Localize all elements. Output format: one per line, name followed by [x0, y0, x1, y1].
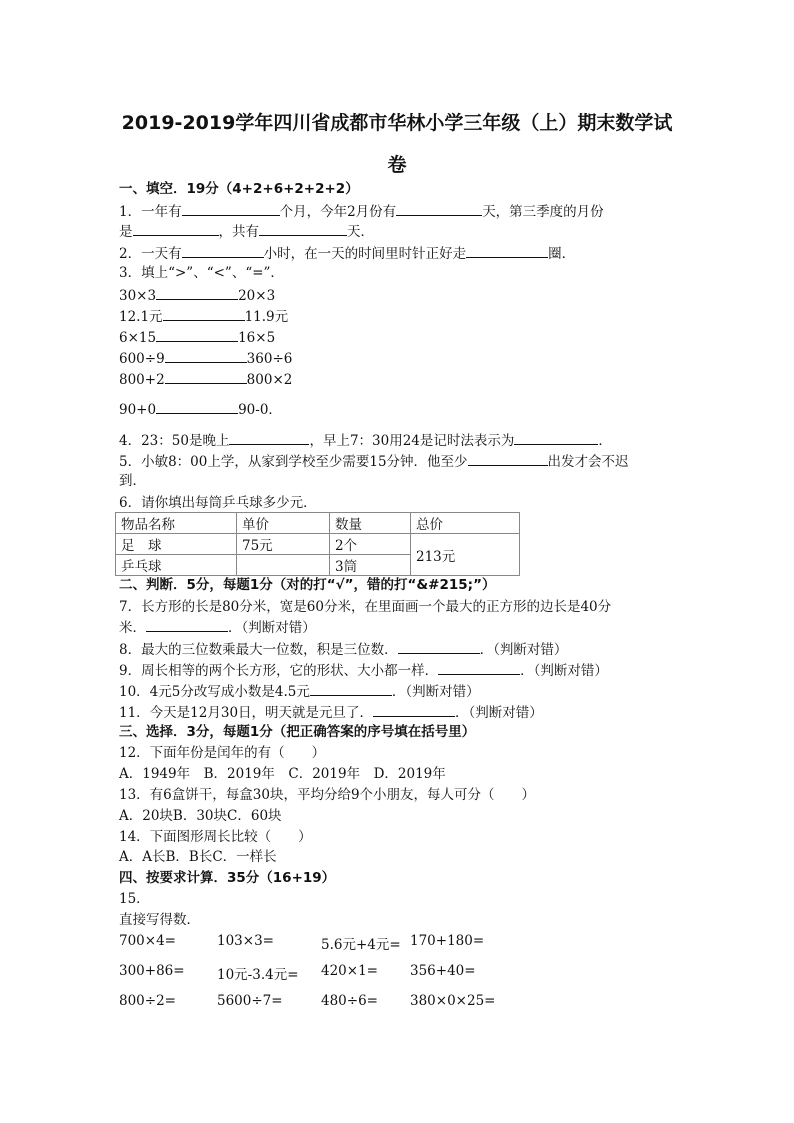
section-heading-choice: 三、选择．3分，每题1分（把正确答案的序号填在括号里） [119, 724, 476, 740]
table-cell: 乒乓球 [116, 555, 237, 576]
table-cell-total: 213元 [411, 534, 520, 576]
mental-math-item: 5600÷7= [217, 993, 283, 1009]
question-1-line-2: 是 ，共有 天． [119, 224, 374, 240]
question-6: 6．请你填出每筒乒乓球多少元． [119, 495, 317, 511]
answer-blank[interactable] [163, 307, 245, 321]
answer-blank[interactable] [156, 286, 238, 300]
mental-math-item: 5.6元+4元= [321, 937, 401, 953]
question-12-options: A．1949年 B．2019年 C．2019年 D．2019年 [119, 766, 446, 782]
mental-math-item: 700×4= [119, 933, 176, 949]
answer-blank[interactable] [165, 349, 247, 363]
compare-row: 30×3 20×3 [119, 288, 276, 304]
mental-math-item: 103×3= [217, 933, 274, 949]
compare-row: 600÷9 360÷6 [119, 351, 293, 367]
question-14-options: A．A长B．B长C．一样长 [119, 849, 277, 865]
mental-math-item: 300+86= [119, 963, 185, 979]
table-cell: 3筒 [330, 555, 411, 576]
answer-blank[interactable] [514, 431, 598, 445]
answer-blank[interactable] [156, 400, 238, 414]
table-header: 单价 [237, 513, 330, 534]
compare-row: 12.1元 11.9元 [119, 309, 289, 325]
answer-blank[interactable] [396, 202, 482, 216]
mental-math-intro: 直接写得数． [119, 912, 200, 928]
table-cell: 2个 [330, 534, 411, 555]
question-8: 8．最大的三位数乘最大一位数，积是三位数． ．（判断对错） [119, 642, 568, 658]
answer-blank[interactable] [466, 244, 548, 258]
answer-blank[interactable] [259, 222, 347, 236]
section-heading-fill-in: 一、填空．19分（4+2+6+2+2+2） [119, 181, 359, 197]
mental-math-item: 170+180= [410, 933, 485, 949]
price-table [115, 512, 520, 576]
question-1-line-1: 1．一年有 个月，今年2月份有 天，第三季度的月份 [119, 204, 604, 220]
question-4: 4．23：50是晚上 ，早上7：30用24是记时法表示为 ． [119, 433, 612, 449]
question-12: 12．下面年份是闰年的有（ ） [119, 745, 326, 761]
mental-math-item: 380×0×25= [410, 993, 496, 1009]
table-header: 物品名称 [116, 513, 237, 534]
answer-blank[interactable] [438, 661, 520, 675]
compare-row: 6×15 16×5 [119, 330, 276, 346]
answer-blank[interactable] [229, 431, 309, 445]
section-heading-true-false: 二、判断．5分，每题1分（对的打“√”，错的打“&#215;”） [119, 577, 496, 593]
mental-math-item: 480÷6= [321, 993, 378, 1009]
question-13-options: A．20块B．30块C．60块 [119, 808, 282, 824]
answer-blank[interactable] [182, 202, 280, 216]
question-14: 14．下面图形周长比较（ ） [119, 829, 312, 845]
question-10: 10．4元5分改写成小数是4.5元 ．（判断对错） [119, 684, 480, 700]
question-13: 13．有6盒饼干，每盒30块，平均分给9个小朋友，每人可分（ ） [119, 787, 536, 803]
table-row [116, 513, 520, 534]
mental-math-item: 356+40= [410, 963, 476, 979]
question-7-line-2: 米． ．（判断对错） [119, 620, 316, 636]
question-9: 9．周长相等的两个长方形，它的形状、大小都一样． ．（判断对错） [119, 663, 608, 679]
answer-blank[interactable] [156, 328, 238, 342]
answer-blank[interactable] [398, 640, 480, 654]
mental-math-item: 10元-3.4元= [217, 967, 299, 983]
question-11: 11．今天是12月30日，明天就是元旦了． ．（判断对错） [119, 705, 543, 721]
answer-blank[interactable] [165, 370, 247, 384]
compare-row: 90+0 90-0． [119, 402, 282, 418]
question-2: 2．一天有 小时，在一天的时间里时针正好走 圈． [119, 246, 576, 262]
table-header: 总价 [411, 513, 520, 534]
answer-blank[interactable] [182, 244, 264, 258]
mental-math-item: 420×1= [321, 963, 378, 979]
question-3: 3．填上“>”、“<”、“=”． [119, 265, 284, 281]
section-heading-calculation: 四、按要求计算．35分（16+19） [119, 870, 336, 886]
question-5: 5．小敏8：00上学，从家到学校至少需要15分钟．他至少 出发才会不迟 [119, 454, 629, 470]
mental-math-item: 800÷2= [119, 993, 176, 1009]
page-title-continued: 卷 [387, 154, 407, 176]
table-row [116, 534, 520, 555]
answer-blank[interactable] [373, 703, 455, 717]
question-7-line-1: 7．长方形的长是80分米，宽是60分米，在里面画一个最大的正方形的边长是40分 [119, 599, 612, 615]
answer-blank[interactable] [133, 222, 219, 236]
compare-row: 800+2 800×2 [119, 372, 293, 388]
table-cell-answer[interactable] [237, 555, 330, 576]
answer-blank[interactable] [310, 682, 392, 696]
question-5-cont: 到． [119, 473, 146, 489]
answer-blank[interactable] [146, 618, 228, 632]
question-15: 15． [119, 891, 150, 907]
table-cell: 75元 [237, 534, 330, 555]
answer-blank[interactable] [468, 452, 548, 466]
table-header: 数量 [330, 513, 411, 534]
table-cell: 足 球 [116, 534, 237, 555]
page-title: 2019-2019学年四川省成都市华林小学三年级（上）期末数学试 [121, 112, 673, 134]
